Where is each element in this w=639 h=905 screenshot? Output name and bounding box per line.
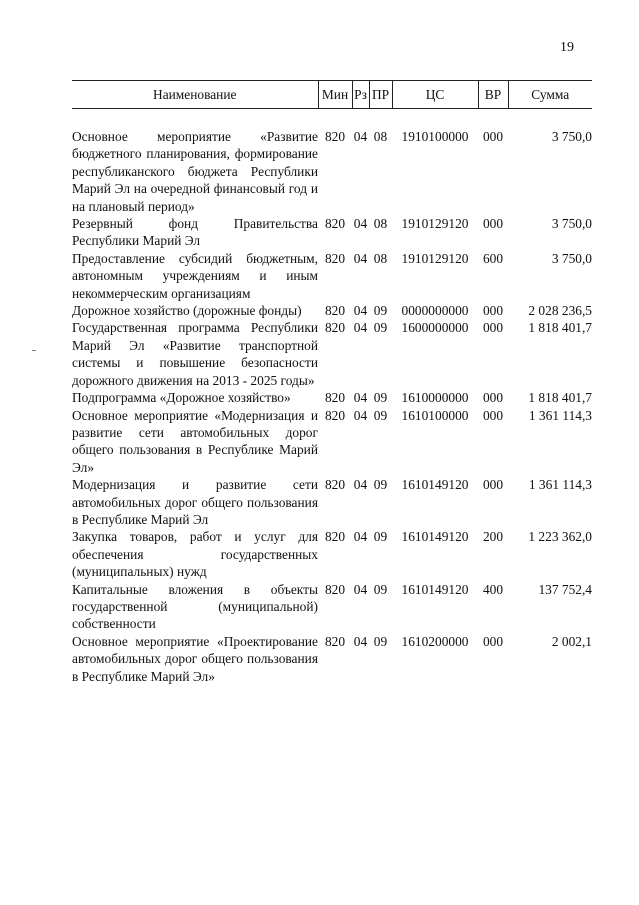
cell-pr: 09	[373, 581, 388, 597]
cell-name: Основное мероприятие «Модернизация и развитие сети автомобильных дорог общего пользования в Республике Марий Эл»	[72, 407, 318, 475]
cell-min: 820	[324, 216, 346, 232]
cell-sum: 3 750,0	[551, 129, 592, 144]
cell-pr: 09	[373, 633, 388, 649]
table-row	[72, 302, 592, 319]
header-gap	[72, 109, 592, 129]
cell-vr: 000	[482, 407, 504, 423]
cell-sum: 1 361 114,3	[528, 407, 592, 423]
cell-pr: 08	[373, 129, 388, 144]
cell-cs: 1910129120	[401, 250, 469, 266]
cell-vr: 000	[482, 320, 504, 336]
cell-cs: 1610149120	[401, 477, 469, 493]
cell-name: Основное мероприятие «Проектирование автомобильных дорог общего пользования в Республике Марий Эл»	[72, 633, 318, 684]
cell-sum: 1 818 401,7	[528, 390, 592, 406]
cell-min: 820	[324, 320, 346, 336]
cell-cs: 1910129120	[401, 216, 469, 232]
cell-pr: 09	[373, 390, 388, 406]
cell-vr: 000	[482, 129, 504, 144]
cell-cs: 1610100000	[401, 407, 469, 423]
table-row	[72, 250, 592, 302]
cell-name: Дорожное хозяйство (дорожные фонды)	[72, 303, 302, 319]
cell-pr: 09	[373, 320, 388, 336]
cell-vr: 000	[482, 303, 504, 319]
header-rz: Рз	[352, 81, 369, 109]
cell-rz: 04	[353, 529, 368, 545]
table-row	[72, 528, 592, 580]
cell-cs: 1600000000	[401, 320, 469, 336]
cell-sum: 2 028 236,5	[528, 303, 592, 319]
cell-cs: 1610149120	[401, 529, 469, 545]
cell-min: 820	[324, 581, 346, 597]
cell-vr: 600	[482, 250, 504, 266]
cell-min: 820	[324, 303, 346, 319]
table-row	[72, 476, 592, 528]
cell-rz: 04	[353, 633, 368, 649]
cell-min: 820	[324, 129, 346, 144]
cell-rz: 04	[353, 320, 368, 336]
cell-rz: 04	[353, 390, 368, 406]
cell-min: 820	[324, 390, 346, 406]
cell-rz: 04	[353, 303, 368, 319]
cell-cs: 1910100000	[401, 129, 469, 144]
table-row	[72, 128, 592, 215]
cell-min: 820	[324, 250, 346, 266]
cell-name: Резервный фонд Правительства Республики Марий Эл	[72, 216, 318, 249]
cell-rz: 04	[353, 477, 368, 493]
cell-rz: 04	[353, 407, 368, 423]
budget-table	[72, 80, 592, 685]
scan-speck	[32, 350, 36, 351]
cell-rz: 04	[353, 216, 368, 232]
cell-pr: 09	[373, 407, 388, 423]
header-name: Наименование	[72, 81, 318, 109]
cell-name: Государственная программа Республики Марий Эл «Развитие транспортной системы и повышение безопасности дорожного движения на 2013 - 2025 годы»	[72, 320, 318, 388]
table-row	[72, 407, 592, 477]
cell-sum: 3 750,0	[551, 250, 592, 266]
cell-sum: 2 002,1	[551, 633, 592, 649]
header-sum: Сумма	[508, 81, 592, 109]
cell-cs: 0000000000	[401, 303, 469, 319]
cell-cs: 1610200000	[401, 633, 469, 649]
cell-cs: 1610149120	[401, 581, 469, 597]
cell-name: Основное мероприятие «Развитие бюджетного планирования, формирование республиканского бюджета Республики Марий Эл на очередной финансовый год и на плановый период»	[72, 129, 318, 214]
cell-sum: 1 818 401,7	[528, 320, 592, 336]
table-row	[72, 215, 592, 250]
header-cs: ЦС	[392, 81, 478, 109]
table-row	[72, 389, 592, 406]
cell-pr: 08	[373, 250, 388, 266]
cell-cs: 1610000000	[401, 390, 469, 406]
table-row	[72, 633, 592, 685]
cell-name: Предоставление субсидий бюджетным, автономным учреждениям и иным некоммерческим организациям	[72, 250, 318, 301]
cell-vr: 400	[482, 581, 504, 597]
cell-rz: 04	[353, 581, 368, 597]
cell-pr: 09	[373, 477, 388, 493]
cell-sum: 137 752,4	[538, 581, 592, 597]
cell-vr: 000	[482, 390, 504, 406]
table-header-row	[72, 81, 592, 109]
cell-pr: 08	[373, 216, 388, 232]
cell-min: 820	[324, 477, 346, 493]
cell-rz: 04	[353, 129, 368, 144]
table-row	[72, 581, 592, 633]
header-vr: ВР	[478, 81, 508, 109]
cell-vr: 200	[482, 529, 504, 545]
cell-sum: 1 223 362,0	[528, 529, 592, 545]
cell-min: 820	[324, 529, 346, 545]
cell-rz: 04	[353, 250, 368, 266]
cell-sum: 3 750,0	[551, 216, 592, 232]
cell-name: Закупка товаров, работ и услуг для обеспечения государственных (муниципальных) нужд	[72, 529, 318, 580]
cell-min: 820	[324, 407, 346, 423]
cell-min: 820	[324, 633, 346, 649]
cell-pr: 09	[373, 529, 388, 545]
table-row	[72, 319, 592, 389]
header-min: Мин	[318, 81, 352, 109]
page-number: 19	[560, 40, 574, 55]
cell-name: Подпрограмма «Дорожное хозяйство»	[72, 390, 291, 406]
cell-vr: 000	[482, 633, 504, 649]
cell-name: Капитальные вложения в объекты государственной (муниципальной) собственности	[72, 581, 318, 632]
cell-vr: 000	[482, 477, 504, 493]
cell-vr: 000	[482, 216, 504, 232]
cell-sum: 1 361 114,3	[528, 477, 592, 493]
cell-name: Модернизация и развитие сети автомобильных дорог общего пользования в Республике Марий Эл	[72, 477, 318, 527]
cell-pr: 09	[373, 303, 388, 319]
header-pr: ПР	[369, 81, 392, 109]
